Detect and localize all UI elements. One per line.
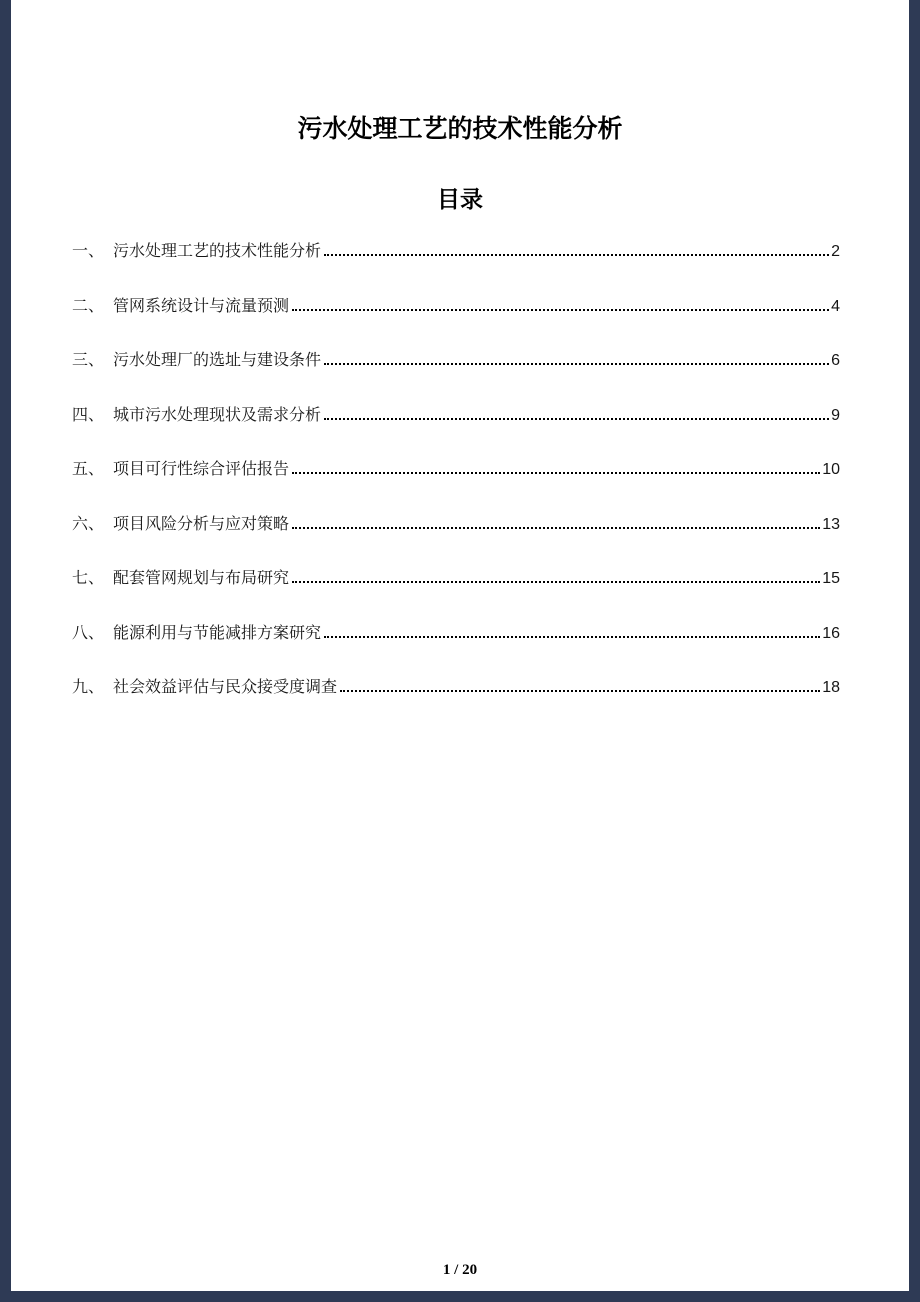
toc-entry-number: 六、 — [72, 515, 105, 533]
toc-entry-title: 能源利用与节能减排方案研究 — [113, 624, 322, 642]
dotted-leader — [292, 581, 820, 583]
page-number-indicator: 1 / 20 — [442, 1262, 478, 1278]
page-footer — [0, 1262, 920, 1279]
toc-entry-page: 10 — [822, 461, 840, 478]
toc-entry-number: 四、 — [72, 406, 105, 424]
toc-entry-page: 6 — [831, 352, 840, 369]
toc-entry-title: 管网系统设计与流量预测 — [113, 297, 290, 315]
toc-entry-title: 配套管网规划与布局研究 — [113, 570, 290, 587]
toc-entry[interactable] — [72, 513, 840, 537]
toc-entry[interactable] — [72, 240, 840, 264]
toc-entry[interactable] — [72, 567, 840, 591]
page-border-bottom — [0, 1291, 920, 1302]
toc-entry-page: 13 — [822, 515, 840, 533]
toc-entry[interactable] — [72, 458, 840, 482]
toc-entry[interactable] — [72, 295, 840, 319]
toc-entry-title: 项目风险分析与应对策略 — [113, 515, 290, 533]
toc-entry-number: 二、 — [72, 297, 105, 315]
toc-entry-number: 七、 — [72, 570, 105, 587]
toc-entry-title: 项目可行性综合评估报告 — [113, 461, 290, 478]
toc-entry[interactable] — [72, 622, 840, 646]
toc-entry-number: 一、 — [72, 243, 105, 260]
toc-entry-number: 三、 — [72, 352, 105, 369]
dotted-leader — [340, 690, 820, 692]
toc-entry-page: 16 — [822, 624, 840, 642]
dotted-leader — [324, 254, 829, 256]
dotted-leader — [324, 418, 829, 420]
dotted-leader — [324, 363, 829, 365]
toc-entry-page: 18 — [822, 679, 840, 696]
toc-entry-number: 八、 — [72, 624, 105, 642]
toc-entry-title: 污水处理工艺的技术性能分析 — [113, 243, 322, 260]
toc-heading: 目录 — [437, 186, 483, 212]
toc-entry[interactable] — [72, 676, 840, 700]
toc-entry[interactable] — [72, 349, 840, 373]
toc-entry-title: 污水处理厂的选址与建设条件 — [113, 352, 322, 369]
dotted-leader — [292, 527, 820, 529]
toc-entry-page: 2 — [831, 243, 840, 260]
toc-entry-page: 15 — [822, 570, 840, 587]
toc-entry-title: 社会效益评估与民众接受度调查 — [113, 679, 338, 696]
page-title: 污水处理工艺的技术性能分析 — [297, 115, 623, 143]
dotted-leader — [292, 472, 820, 474]
toc-entry-number: 九、 — [72, 679, 105, 696]
dotted-leader — [292, 309, 829, 311]
dotted-leader — [324, 636, 820, 638]
toc-entry-page: 9 — [831, 406, 840, 424]
toc-entry-number: 五、 — [72, 461, 105, 478]
toc-entry-page: 4 — [831, 297, 840, 315]
toc-entry[interactable] — [72, 404, 840, 428]
toc-entry-title: 城市污水处理现状及需求分析 — [113, 406, 322, 424]
